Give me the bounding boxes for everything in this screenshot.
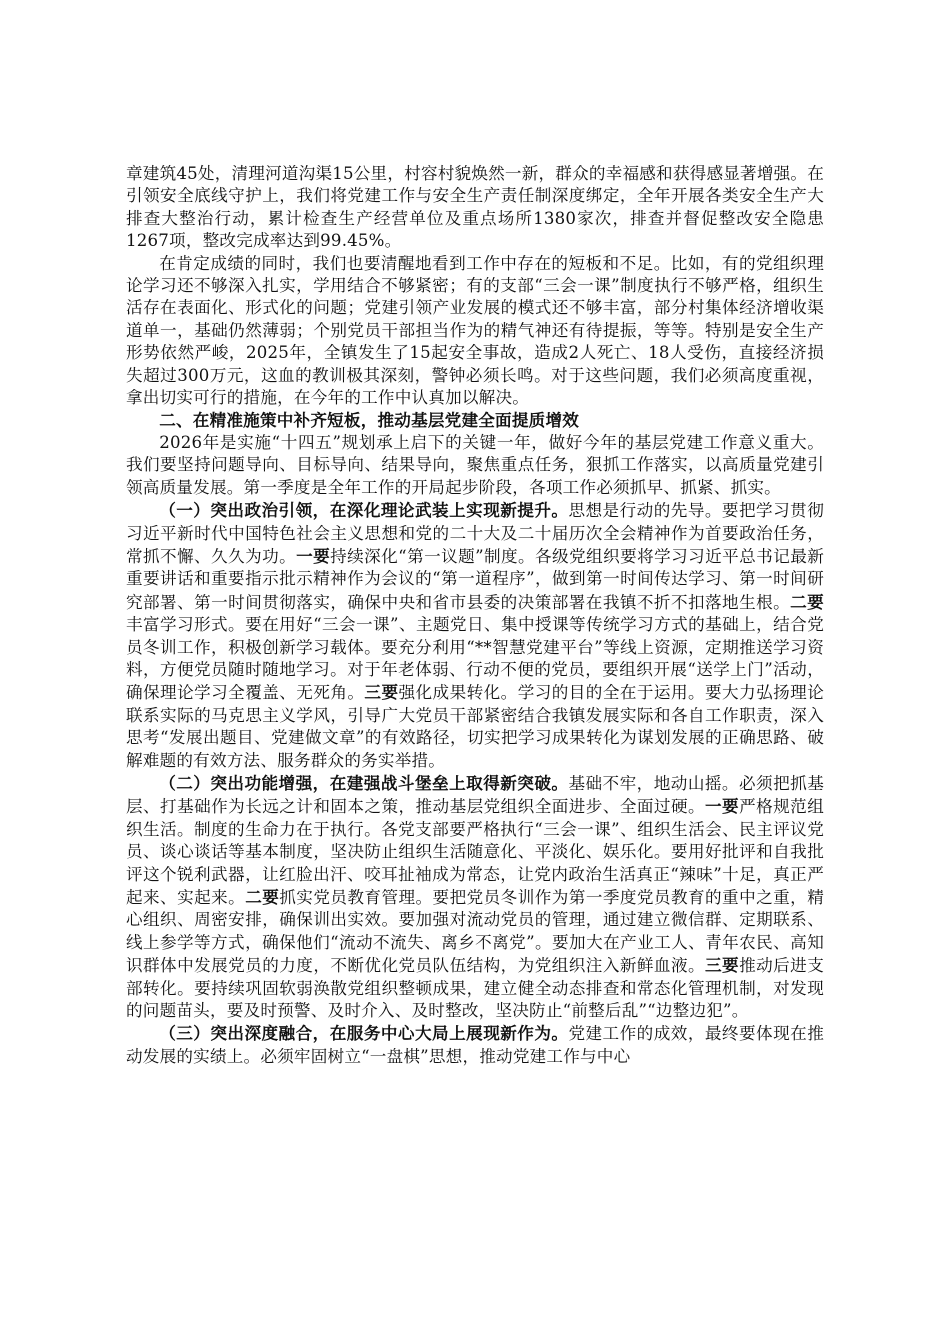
subsection-text: 思想是行动的先导。要把学习贯彻习近平新时代中国特色社会主义思想和党的二十大及二十届历次全会精神作为首要政治任务，常抓不懈、久久为功。 — [126, 501, 824, 566]
key-point-marker: 三要 — [364, 682, 399, 703]
subsection-text: 基础不牢，地动山摇。必须把抓基层、打基础作为长远之计和固本之策，推动基层党组织全面进步、全面过硬。 — [126, 773, 824, 817]
key-point-marker: 一要 — [705, 796, 740, 817]
subsection-text: 推动后进支部转化。要持续巩固软弱涣散党组织整顿成果，建立健全动态排查和常态化管理机制，对发现的问题苗头，要及时预警、及时介入、及时整改，坚决防止“前整后乱”“边整边犯”。 — [126, 956, 824, 1021]
subsection-function-strengthening — [126, 772, 824, 1022]
paragraph-achievements: 章建筑45处，清理河道沟渠15公里，村容村貌焕然一新，群众的幸福感和获得感显著增强。在引领安全底线守护上，我们将党建工作与安全生产责任制深度绑定，全年开展各类安全生产大排查大整治行动，累计检查生产经营单位及重点场所1380家次，排查并督促整改安全隐患1267项，整改完成率达到99.45%。 — [126, 164, 824, 251]
key-point-marker: 三要 — [705, 955, 740, 976]
key-point-marker: 一要 — [296, 545, 331, 566]
subsection-title: （一）突出政治引领，在深化理论武装上实现新提升。 — [159, 500, 569, 521]
section-heading-2: 二、在精准施策中补齐短板，推动基层党建全面提质增效 — [159, 410, 580, 431]
subsection-title: （二）突出功能增强，在建强战斗堡垒上取得新突破。 — [159, 772, 569, 793]
subsection-deep-integration — [126, 1022, 824, 1068]
subsection-text: 党建工作的成效，最终要体现在推动发展的实绩上。必须牢固树立“一盘棋”思想，推动党建工作与中心 — [126, 1024, 824, 1066]
paragraph-shortcomings: 在肯定成绩的同时，我们也要清醒地看到工作中存在的短板和不足。比如，有的党组织理论学习还不够深入扎实，学用结合不够紧密；有的支部“三会一课”制度执行不够严格，组织生活存在表面化、形式化的问题；党建引领产业发展的模式还不够丰富，部分村集体经济增收渠道单一，基础仍然薄弱；个别党员干部担当作为的精气神还有待提振，等等。特别是安全生产形势依然严峻，2025年，全镇发生了15起安全事故，造成2人死亡、18人受伤，直接经济损失超过300万元，这血的教训极其深刻，警钟必须长鸣。对于这些问题，我们必须高度重视，拿出切实可行的措施，在今年的工作中认真加以解决。 — [126, 253, 824, 408]
subsection-text: 严格规范组织生活。制度的生命力在于执行。各党支部要严格执行“三会一课”、组织生活会、民主评议党员、谈心谈话等基本制度，坚决防止组织生活随意化、平淡化、娱乐化。要用好批评和自我批评这个锐利武器，让红脸出汗、咬耳扯袖成为常态，让党内政治生活真正“辣味”十足，真正严起来、实起来。 — [126, 797, 824, 907]
paragraph-2026-overview: 2026年是实施“十四五”规划承上启下的关键一年，做好今年的基层党建工作意义重大。我们要坚持问题导向、目标导向、结果导向，聚焦重点任务，狠抓工作落实，以高质量党建引领高质量发展。第一季度是全年工作的开局起步阶段，各项工作必须抓早、抓紧、抓实。 — [126, 432, 824, 497]
subsection-political-guidance — [126, 499, 824, 772]
subsection-text: 强化成果转化。学习的目的全在于运用。要大力弘扬理论联系实际的马克思主义学风，引导广大党员干部紧密结合我镇发展实际和各自工作职责，深入思考“发展出题目、党建做文章”的有效路径，切实把学习成果转化为谋划发展的正确思路、破解难题的有效方法、服务群众的务实举措。 — [126, 683, 824, 770]
subsection-text: 持续深化“第一议题”制度。各级党组织要将学习习近平总书记最新重要讲话和重要指示批示精神作为会议的“第一道程序”，做到第一时间传达学习、第一时间研究部署、第一时间贯彻落实，确保中央和省市县委的决策部署在我镇不折不扣落地生根。 — [126, 546, 825, 612]
key-point-marker: 二要 — [790, 591, 824, 612]
subsection-text: 丰富学习形式。要在用好“三会一课”、主题党日、集中授课等传统学习方式的基础上，结合党员冬训工作，积极创新学习载体。要充分利用“**智慧党建平台”等线上资源，定期推送学习资料，方便党员随时随地学习。对于年老体弱、行动不便的党员，要组织开展“送学上门”活动，确保理论学习全覆盖、无死角。 — [126, 615, 824, 703]
subsection-title: （三）突出深度融合，在服务中心大局上展现新作为。 — [159, 1023, 569, 1044]
subsection-text: 抓实党员教育管理。要把党员冬训作为第一季度党员教育的重中之重，精心组织、周密安排，确保训出实效。要加强对流动党员的管理，通过建立微信群、定期联系、线上参学等方式，确保他们“流动不流失、离乡不离党”。要加大在产业工人、青年农民、高知识群体中发展党员的力度，不断优化党员队伍结构，为党组织注入新鲜血液。 — [126, 888, 824, 976]
key-point-marker: 二要 — [245, 887, 280, 907]
document-body — [126, 163, 824, 1068]
